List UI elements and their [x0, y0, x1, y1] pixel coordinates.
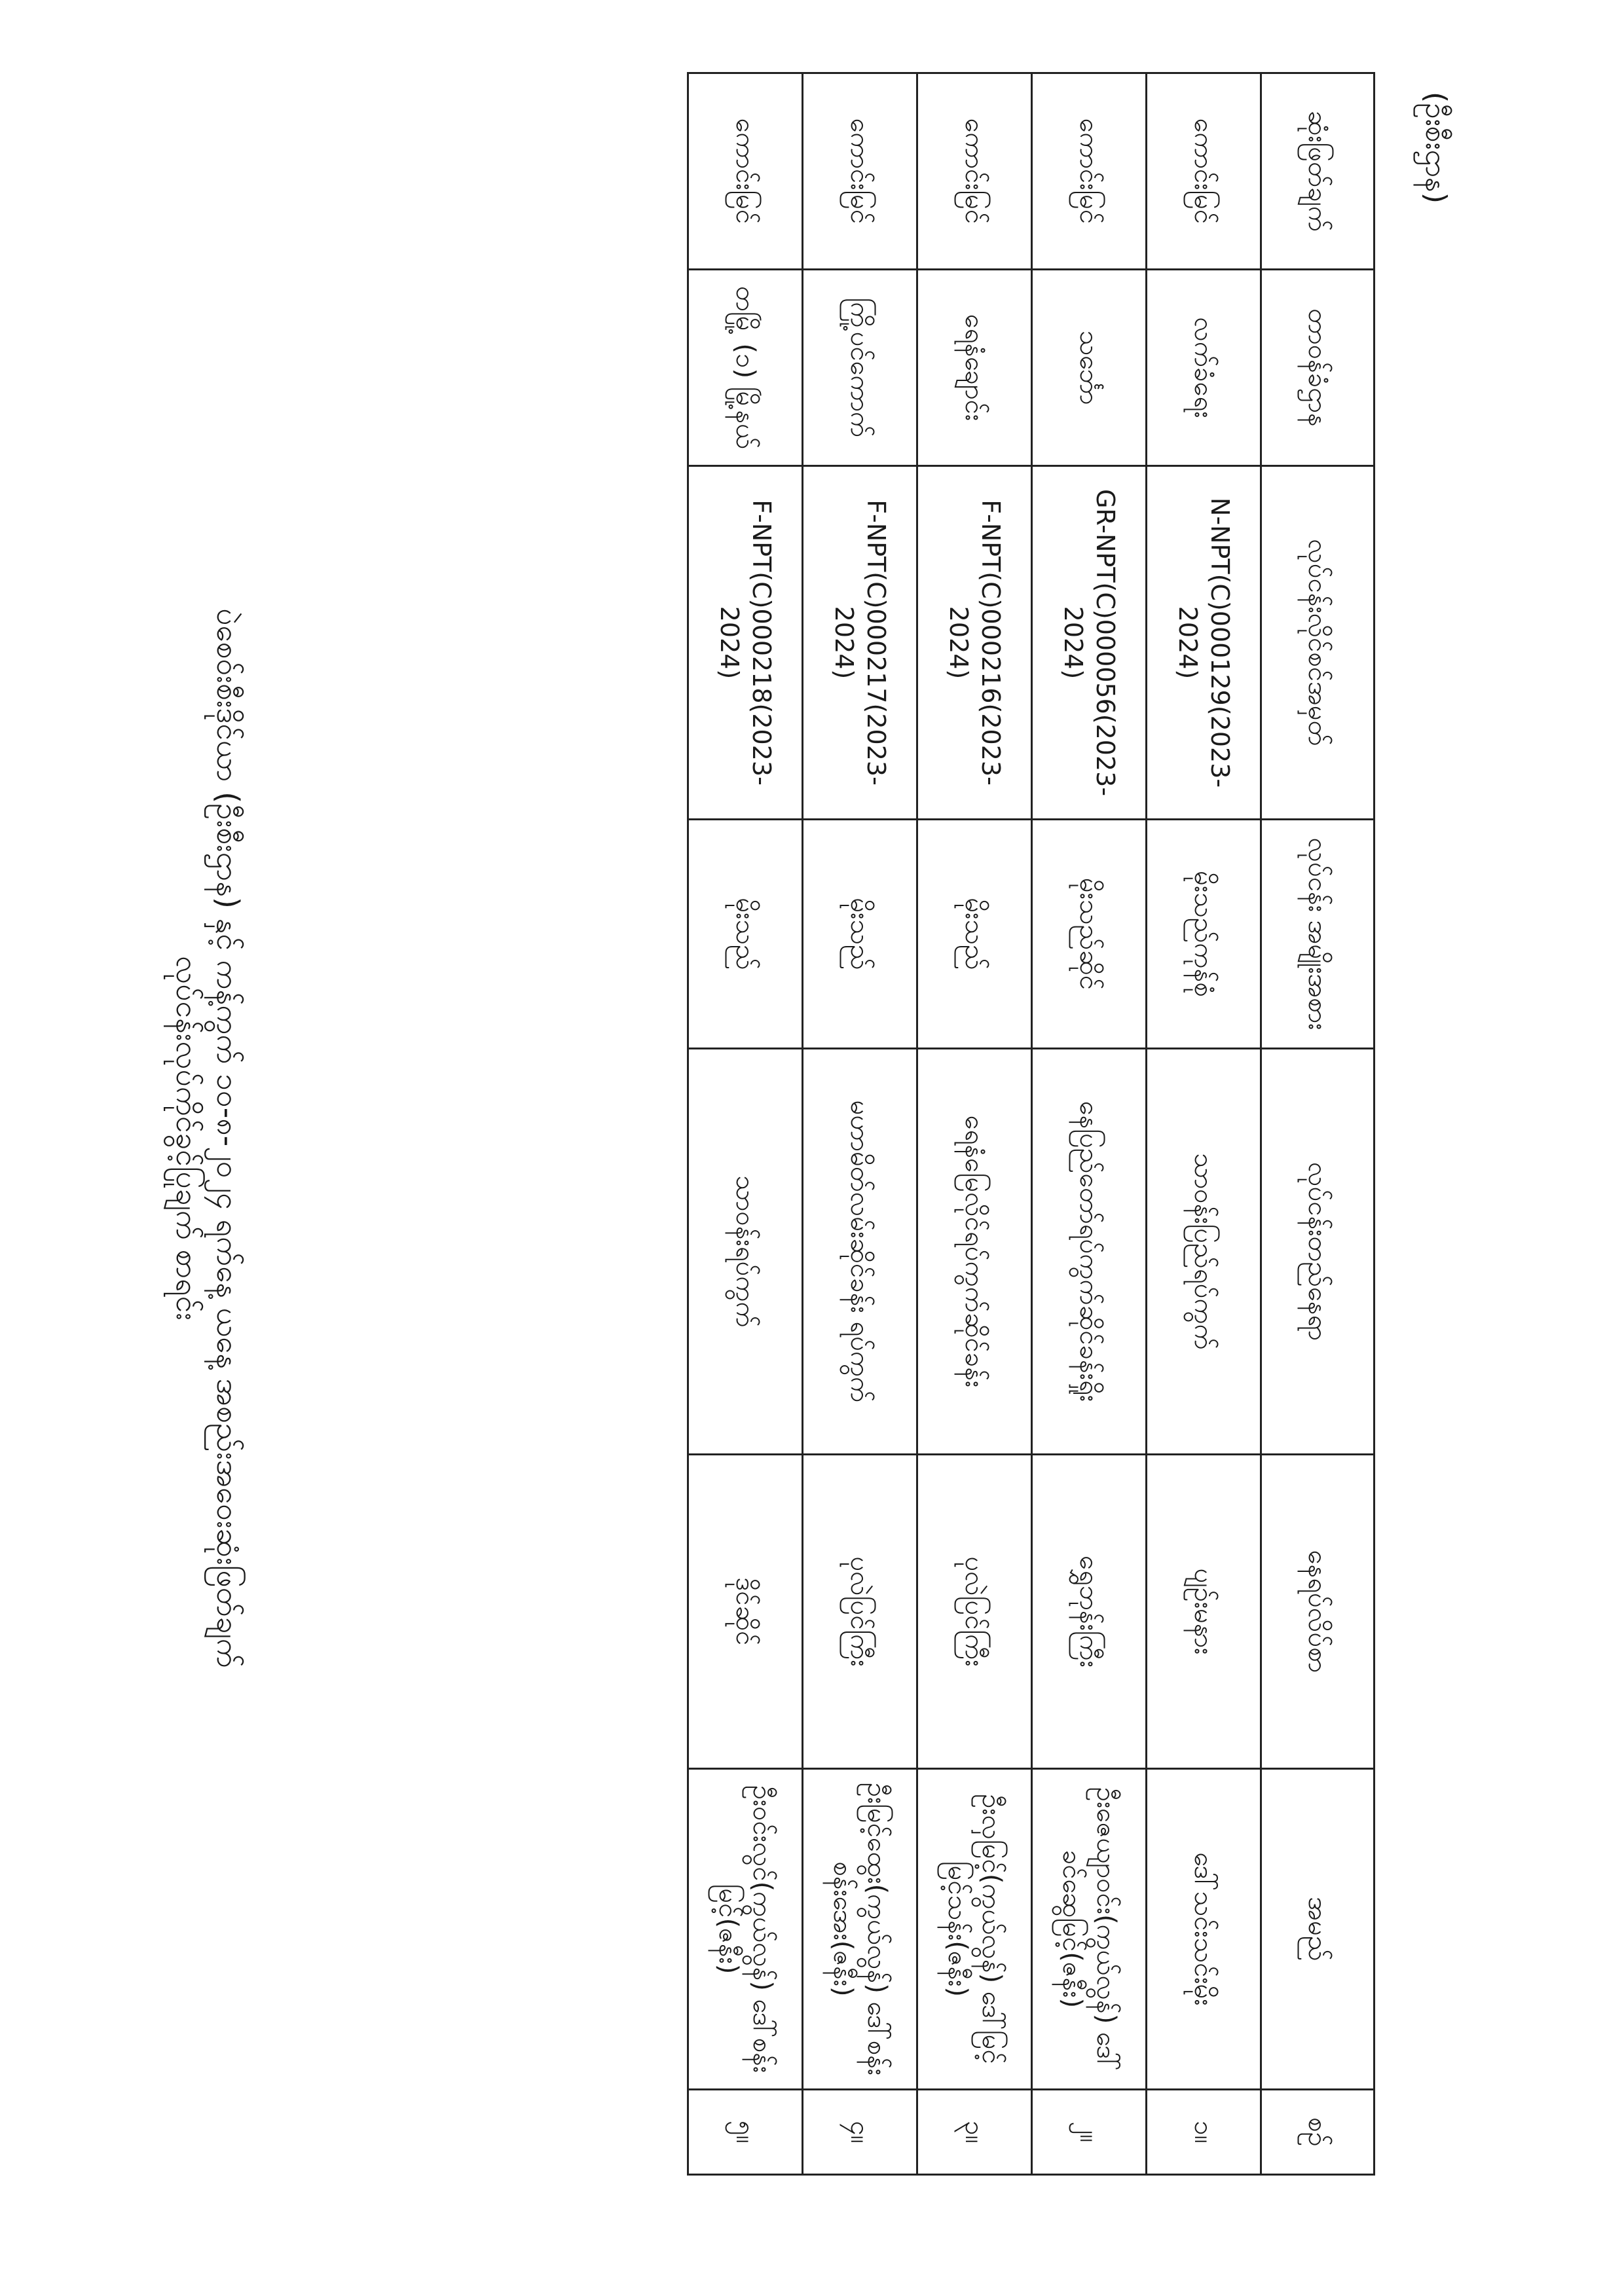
table-row [688, 73, 803, 2175]
cell-address: ဒိုင်ဆိုင် [688, 1455, 803, 1769]
header-no: စဉ် [1261, 2090, 1375, 2175]
cell-name: ဦးမြင့်ထွေး(ကွယ်လွန်) ဒေါ်စန်းစန်းအေး(ဇနီး) [803, 1769, 917, 2090]
cell-no: ၄။ [803, 2090, 917, 2175]
cell-address: ပျဉ်းမနား [1147, 1455, 1261, 1769]
heading-line-2: လုပ်ငန်းလုပ်ကိုင်ခွင့်ပြုချက် စာရင်း [170, 956, 206, 1321]
header-permit: လုပ်ငန်းလိုင်စင်အမှတ် [1261, 466, 1375, 820]
cell-remark: ကောင်းမြင် [803, 73, 917, 270]
header-dept: တာဝန်ခံဌာန [1261, 270, 1375, 466]
cell-permit: GR-NPT(C)000056(2023-2024) [1032, 466, 1147, 820]
cell-name: ဦးလှမြင့်(ကွယ်လွန်) ဒေါ်မြင့်မြင့်သန်း(ဇနီး) [917, 1769, 1032, 2090]
page-heading [166, 151, 249, 2126]
cell-name: ဦးဝင်းလွင်(ကွယ်လွန်) ဒေါ်စန်းမြင့်(ဇနီး) [688, 1769, 803, 2090]
cell-no: ၁။ [1147, 2090, 1261, 2175]
cell-remark: ကောင်းမြင် [1032, 73, 1147, 270]
cell-location: သာဝန်းပြည်ရပ်ကွက် [1147, 1049, 1261, 1455]
cell-dept: ကြို့ပင်ကောက် [803, 270, 917, 466]
cell-dept: တမြို့ (၁) မြို့နယ် [688, 270, 803, 466]
permit-table [687, 72, 1375, 2176]
cell-type: မိုးသည်ကုန်စုံ [1147, 820, 1261, 1049]
table-row [1032, 73, 1147, 2175]
header-name: အမည် [1261, 1769, 1375, 2090]
cell-location: သာဝန်းရပ်ကွက် [688, 1049, 803, 1455]
heading-line-1: ပဲစေဝ်းစီးဒိုင်ယာ (ဦးစီးဌာန) နှင့် ကန့်ကွက် ၁၀-၈-၂၀၂၄ ရက်နေ့ ယနေ့ အစည်းအဝေးဆုံးဖြတ်ချက် [210, 608, 246, 1668]
header-location: လုပ်ငန်းတည်နေရာ [1261, 1049, 1375, 1455]
unit-note: (ဦးစီးဌာန) [1419, 92, 1452, 204]
cell-address: ပုလဲပြင်ကြီး [917, 1455, 1032, 1769]
cell-no: ၃။ [917, 2090, 1032, 2175]
cell-address: ပုလဲပြင်ကြီး [803, 1455, 917, 1769]
header-remark: ဆုံးဖြတ်ချက် [1261, 73, 1375, 270]
cell-name: ဦးဇေယျာဝင်း(ကွယ်လွန်) ဒေါ်ခင်ဆွေမြင့်(ဇနီး) [1032, 1769, 1147, 2090]
cell-dept: သင်္ဘော [1032, 270, 1147, 466]
cell-permit: N-NPT(C)000129(2023-2024) [1147, 466, 1261, 820]
cell-type: မိုးသည် [803, 820, 917, 1049]
cell-location: နေပြည်တော်ရပ်ကွက်ဆိုင်ခန်းရှိုး [1032, 1049, 1147, 1455]
header-address: နေရပ်လိပ်စာ [1261, 1455, 1375, 1769]
cell-dept: ရေနံချောင်း [917, 270, 1032, 466]
cell-remark: ကောင်းမြင် [917, 73, 1032, 270]
cell-dept: လက်ခံရေး [1147, 270, 1261, 466]
cell-name: ဒေါ်သင်းသင်းမိုး [1147, 1769, 1261, 2090]
table-row [1147, 73, 1261, 2175]
header-type: လုပ်ငန်း အမျိုးအစား [1261, 820, 1375, 1049]
cell-no: ၂။ [1032, 2090, 1147, 2175]
cell-permit: F-NPT(C)000217(2023-2024) [803, 466, 917, 820]
cell-type: မိုးသည်ဆိုင် [1032, 820, 1147, 1049]
table-row [917, 73, 1032, 2175]
cell-remark: ကောင်းမြင် [1147, 73, 1261, 270]
cell-no: ၅။ [688, 2090, 803, 2175]
table-header-row [1261, 73, 1375, 2175]
cell-location: ရေနံမြေလိုင်ရပ်ကွက်ဆိုင်ခန်း [917, 1049, 1032, 1455]
cell-remark: ကောင်းမြင် [688, 73, 803, 270]
cell-address: ရွှေဘုန်းကြီး [1032, 1455, 1147, 1769]
cell-location: မဟာမိတ်လမ်းဆိုင်ခန်း ရပ်ကွက် [803, 1049, 917, 1455]
cell-permit: F-NPT(C)000218(2023-2024) [688, 466, 803, 820]
cell-type: မိုးသည် [688, 820, 803, 1049]
table-row [803, 73, 917, 2175]
cell-type: မိုးသည် [917, 820, 1032, 1049]
cell-permit: F-NPT(C)000216(2023-2024) [917, 466, 1032, 820]
